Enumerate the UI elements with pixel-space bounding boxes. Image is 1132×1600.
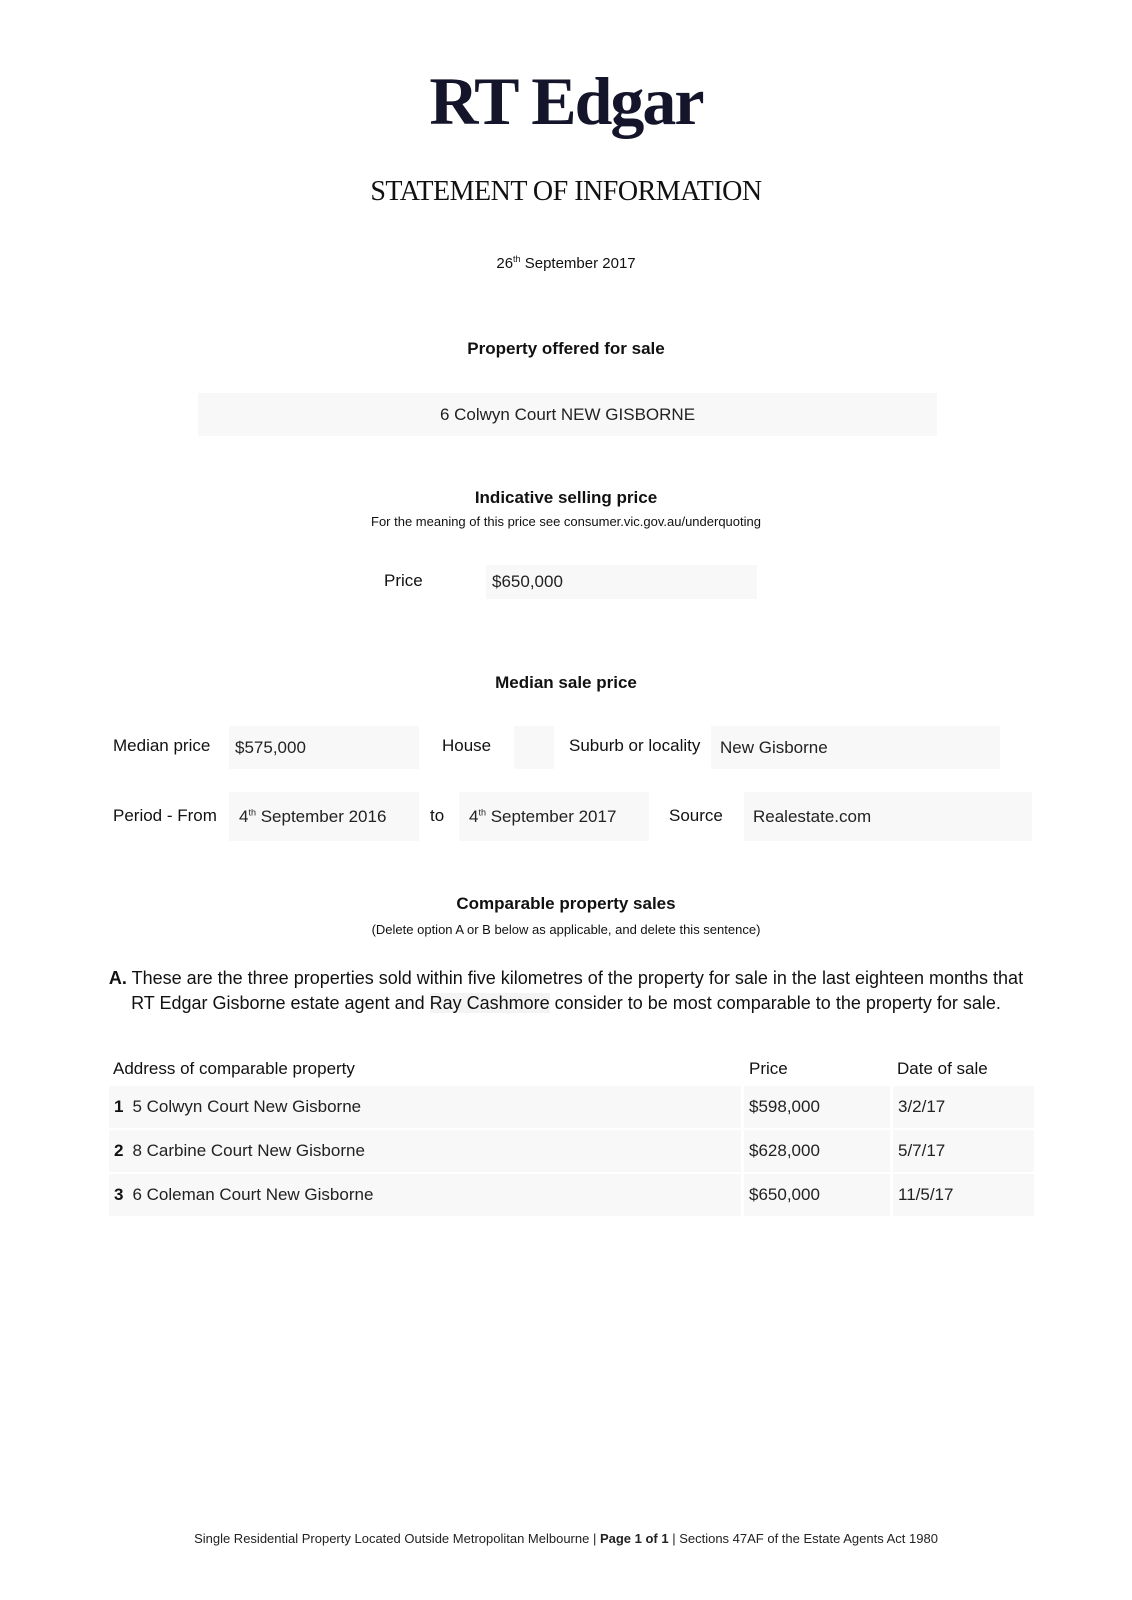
indicative-note: For the meaning of this price see consumer.vic.gov.au/underquoting (371, 514, 761, 529)
option-a-line-1 (0, 966, 1132, 991)
row-address-cell (109, 1086, 741, 1128)
comparable-note: (Delete option A or B below as applicable, and delete this sentence) (371, 922, 761, 937)
property-address: 6 Colwyn Court NEW GISBORNE (439, 404, 696, 424)
option-a-line-2 (0, 991, 1132, 1016)
comparable-heading: Comparable property sales (456, 894, 676, 913)
table-row (109, 1130, 1034, 1173)
period-to-label: to (430, 806, 445, 825)
column-header-address: Address of comparable property (113, 1059, 355, 1078)
property-address-field (198, 393, 937, 436)
period-from-value (239, 807, 386, 827)
row-address: 8 Carbine Court New Gisborne (132, 1141, 365, 1160)
column-header-price: Price (749, 1059, 788, 1078)
period-label: Period - From (113, 806, 217, 825)
document-date (0, 255, 1132, 272)
footer-left: Single Residential Property Located Outside Metropolitan Melbourne | (194, 1531, 600, 1546)
agent-name: Ray Cashmore (429, 993, 550, 1013)
row-address: 6 Coleman Court New Gisborne (132, 1185, 374, 1204)
median-price-label: Median price (113, 736, 211, 755)
footer-page-number: Page 1 of 1 (599, 1531, 669, 1546)
row-address-cell (109, 1130, 741, 1172)
date-rest: September 2017 (520, 255, 636, 272)
property-type-field (514, 726, 554, 769)
row-date: 5/7/17 (898, 1141, 946, 1160)
page-footer (0, 1531, 1132, 1546)
row-number: 1 (114, 1097, 124, 1116)
suburb-value: New Gisborne (720, 737, 828, 757)
row-price-cell (744, 1086, 890, 1128)
option-a-text-2a: RT Edgar Gisborne estate agent and (131, 993, 430, 1013)
row-date-cell (893, 1086, 1034, 1128)
option-letter: A. (108, 968, 127, 988)
period-to-rest: September 2017 (485, 806, 617, 826)
price-field (486, 565, 757, 599)
row-number: 2 (114, 1141, 124, 1160)
row-address: 5 Colwyn Court New Gisborne (132, 1097, 362, 1116)
row-date: 3/2/17 (898, 1097, 946, 1116)
source-field (744, 792, 1032, 841)
period-from-field (229, 792, 419, 841)
document-title: STATEMENT OF INFORMATION (370, 176, 762, 207)
period-to-suffix: th (478, 806, 486, 817)
row-price-cell (744, 1130, 890, 1172)
row-price: $598,000 (749, 1097, 820, 1116)
price-value: $650,000 (492, 572, 563, 591)
property-type-label: House (442, 736, 492, 755)
period-from-day: 4 (239, 806, 249, 826)
property-heading: Property offered for sale (467, 339, 665, 358)
row-date: 11/5/17 (898, 1185, 954, 1204)
row-date-cell (893, 1130, 1034, 1172)
source-value: Realestate.com (753, 806, 872, 826)
row-address-cell (109, 1174, 741, 1216)
table-row (109, 1174, 1034, 1217)
date-day: 26 (496, 255, 514, 272)
period-to-day: 4 (469, 806, 479, 826)
period-to-field (459, 792, 649, 841)
logo: RT Edgar (429, 63, 703, 139)
column-header-date: Date of sale (897, 1059, 988, 1078)
median-heading: Median sale price (495, 673, 637, 692)
option-a-text-2b: consider to be most comparable to the property for sale. (549, 993, 1001, 1013)
row-price: $650,000 (749, 1185, 820, 1204)
period-from-rest: September 2016 (255, 806, 387, 826)
suburb-label: Suburb or locality (569, 736, 701, 755)
median-price-field (229, 726, 419, 769)
row-number: 3 (114, 1185, 124, 1204)
footer-right: | Sections 47AF of the Estate Agents Act 1980 (668, 1531, 938, 1546)
period-to-value (469, 807, 616, 827)
row-price: $628,000 (749, 1141, 820, 1160)
median-price-value: $575,000 (235, 737, 306, 757)
option-a-paragraph (0, 966, 1132, 1016)
source-label: Source (669, 806, 723, 825)
row-price-cell (744, 1174, 890, 1216)
price-label: Price (384, 571, 423, 590)
date-suffix: th (513, 254, 521, 264)
indicative-heading: Indicative selling price (474, 488, 658, 507)
suburb-field (711, 726, 1000, 769)
row-date-cell (893, 1174, 1034, 1216)
table-row (109, 1086, 1034, 1129)
option-a-text-1: These are the three properties sold within five kilometres of the property for sale in the last eighteen months that (126, 968, 1024, 988)
period-from-suffix: th (248, 806, 256, 817)
